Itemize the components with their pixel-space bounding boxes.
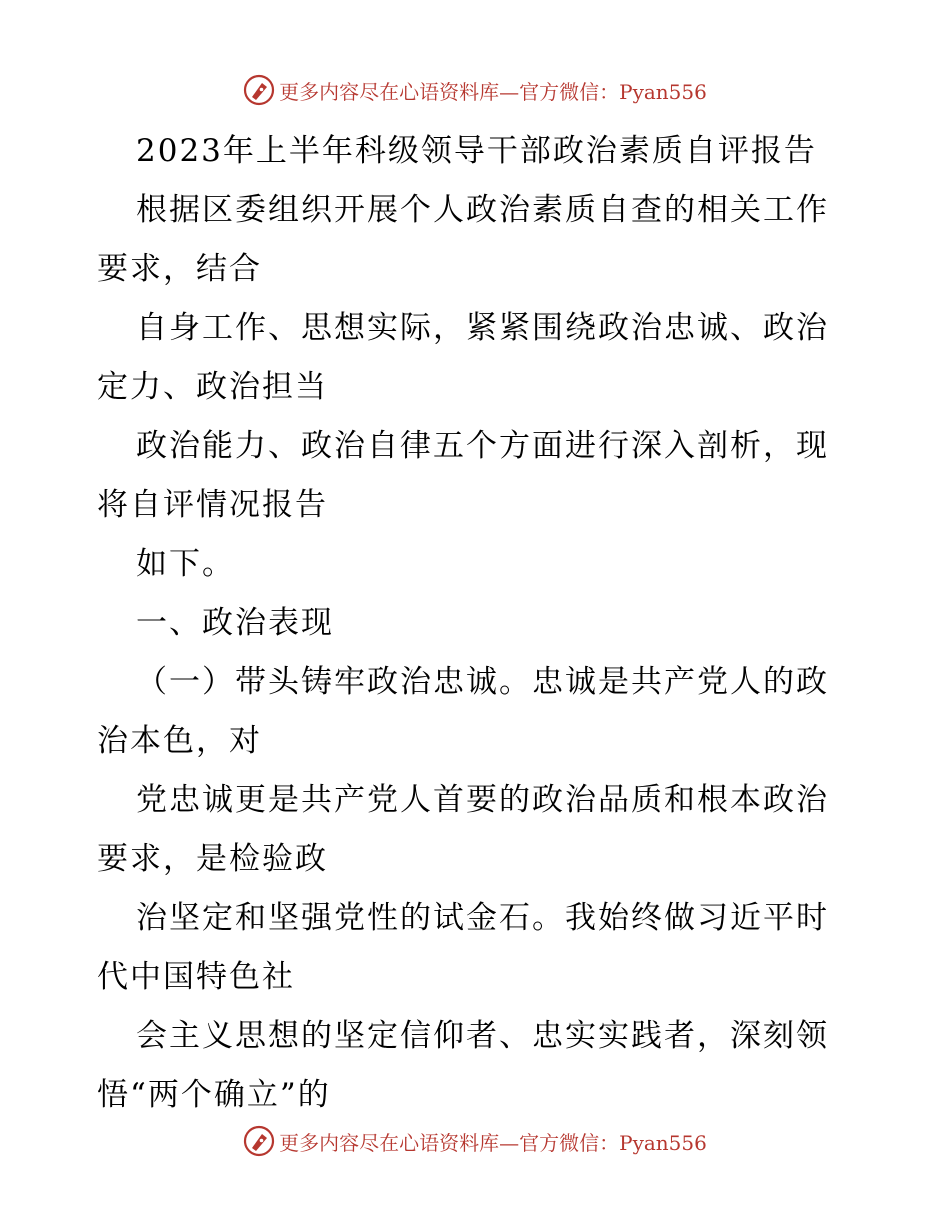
text-line: 治本色，对: [97, 723, 262, 759]
text-line: 治坚定和坚强党性的试金石。我始终做习近平时: [136, 900, 829, 936]
text-line: （一）带头铸牢政治忠诚。忠诚是共产党人的政: [136, 664, 829, 700]
text-line: 要求，结合: [97, 251, 262, 287]
text-line: 要求，是检验政: [97, 841, 328, 877]
text-line: 定力、政治担当: [97, 369, 328, 405]
text-line: 如下。: [136, 546, 235, 582]
pen-nib-logo-icon: [243, 74, 275, 106]
document-title: 2023年上半年科级领导干部政治素质自评报告: [136, 133, 817, 169]
footer-banner-text: 更多内容尽在心语资料库—官方微信：Pyan556: [279, 1130, 707, 1155]
text-line: 会主义思想的坚定信仰者、忠实实践者，深刻领: [136, 1018, 829, 1054]
header-banner-text: 更多内容尽在心语资料库—官方微信：Pyan556: [279, 79, 707, 104]
text-line: 一、政治表现: [136, 605, 334, 641]
text-line: 根据区委组织开展个人政治素质自查的相关工作: [136, 192, 829, 228]
footer-banner: [0, 1121, 950, 1161]
text-line: 将自评情况报告: [97, 487, 328, 523]
document-body: [97, 122, 857, 1125]
text-line: 自身工作、思想实际，紧紧围绕政治忠诚、政治: [136, 310, 829, 346]
text-line: 党忠诚更是共产党人首要的政治品质和根本政治: [136, 782, 829, 818]
pen-nib-logo-icon: [243, 1125, 275, 1157]
header-banner: [0, 70, 950, 110]
text-line: 代中国特色社: [97, 959, 295, 995]
text-line: 政治能力、政治自律五个方面进行深入剖析，现: [136, 428, 829, 464]
text-line: 悟“两个确立”的: [97, 1077, 331, 1113]
